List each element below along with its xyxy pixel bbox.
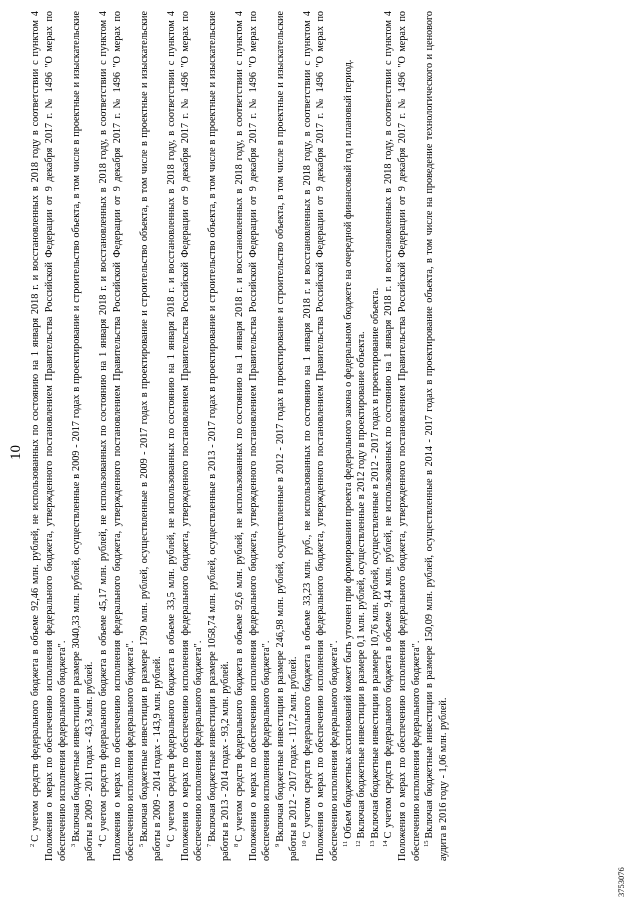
footnote [369,11,383,861]
footnote [342,11,356,861]
footnote-text: Включая бюджетные инвестиции в размере 0,1 млн. рублей, осуществленные в 2012 году в проектирование объекта. [356,331,368,839]
footnote-number: 9 [273,843,281,847]
footnote-text: С учетом средств федерального бюджета в объеме 45,17 млн. рублей, не использованных по состоянию на 1 января 2018 г. и восстановленных в 2018 году, в соответствии с пунктом 4 Положения о мерах по обеспечению исполнения федерального бюджета, утвержденного постановлением Правительства Российской Федерации от 9 декабря 2017 г. № 1496 "О мерах по обеспечению исполнения федерального бюджета". [97,11,137,861]
footnote-number: 5 [137,843,145,847]
footnote-number: 8 [232,843,240,847]
footnote [165,11,206,861]
footnote [423,11,450,861]
footnote-number: 7 [205,843,213,847]
footnote-number: 10 [300,840,308,847]
footnote-number: 3 [69,843,77,847]
page-number: 10 [8,445,24,460]
footnote [355,11,369,861]
footnote-text: Включая бюджетные инвестиции в размере 246,98 млн. рублей, осуществленные в 2012 - 2017 годах в проектирование и строительство объекта, в том числе в проектные и изыскательские работы в 2012 - 2017 годах - 117,2 млн. рублей. [274,11,300,861]
footnote-text: Включая бюджетные инвестиции в размере 3040,33 млн. рублей, осуществленные в 2009 - 2017 годах в проектирование и строительство объекта, в том числе в проектные и изыскательские работы в 2009 - 2011 годах - 43,3 млн. рублей. [70,11,96,861]
footnote [70,11,97,861]
footnote [206,11,233,861]
footnote-text: Включая бюджетные инвестиции в размере 150,09 млн. рублей, осуществленные в 2014 - 2017 годах в проектирование объекта, в том числе на проведение технологического и ценового аудита в 2016 году - 1,06 млн. рублей. [424,11,449,861]
footnote-number: 2 [29,843,36,847]
footnote [138,11,165,861]
footnote [301,11,342,861]
footnote [274,11,301,861]
footnote [29,11,70,861]
footnote-number: 4 [96,843,104,847]
footnote-text: Включая бюджетные инвестиции в размере 1790 млн. рублей, осуществленные в 2009 - 2017 годах в проектирование и строительство объекта, в том числе в проектные и изыскательские работы в 2009 - 2014 годах - 143,9 млн. рублей. [138,11,164,861]
footnote-text: С учетом средств федерального бюджета в объеме 9,44 млн. рублей, не использованных по состоянию на 1 января 2018 г. и восстановленных в 2018 году, в соответствии с пунктом 4 Положения о мерах по обеспечению исполнения федерального бюджета, утвержденного постановлением Правительства Российской Федерации от 9 декабря 2017 г. № 1496 "О мерах по обеспечению исполнения федерального бюджета". [383,11,422,861]
footnote-text: С учетом средств федерального бюджета в объеме 92,46 млн. рублей, не использованных по состоянию на 1 января 2018 г. и восстановленных в 2018 году в соответствии с пунктом 4 Положения о мерах по обеспечению исполнения федерального бюджета, утвержденного постановлением Правительства Российской Федерации от 9 декабря 2017 г. № 1496 "О мерах по обеспечению исполнения федерального бюджета". [30,11,69,861]
footnote [233,11,274,861]
document-code: 3753076 [616,867,626,897]
footnote [382,11,423,861]
footnote-text: Включая бюджетные инвестиции в размере 1058,74 млн. рублей, осуществленные в 2013 - 2017 годах в проектирование и строительство объекта, в том числе в проектные и изыскательские работы в 2013 - 2014 годах - 93,2 млн. рублей. [206,11,232,861]
footnotes-list [29,11,450,861]
footnote-number: 12 [355,840,363,847]
footnote [97,11,138,861]
footnote-number: 13 [368,840,376,847]
footnote-text: С учетом средств федерального бюджета в объеме 33,5 млн. рублей, не использованных по состоянию на 1 января 2018 г. и восстановленных в 2018 году, в соответствии с пунктом 4 Положения о мерах по обеспечению исполнения федерального бюджета, утвержденного постановлением Правительства Российской Федерации от 9 декабря 2017 г. № 1496 "О мерах по обеспечению исполнения федерального бюджета". [165,11,205,861]
footnote-text: Объем бюджетных ассигнований может быть уточнен при формировании проекта федерального закона о федеральном бюджете на очередной финансовый год и плановый период. [342,59,354,839]
footnote-number: 14 [382,840,390,847]
footnote-number: 6 [164,843,172,847]
footnote-number: 15 [423,840,431,847]
footnote-text: С учетом средств федерального бюджета в объеме 33,23 млн. руб., не использованных по состоянию на 1 января 2018 г. и восстановленных в 2018 году, в соответствии с пунктом 4 Положения о мерах по обеспечению исполнения федерального бюджета, утвержденного постановлением Правительства Российской Федерации от 9 декабря 2017 г. № 1496 "О мерах по обеспечению исполнения федерального бюджета". [301,11,341,861]
footnote-text: С учетом средств федерального бюджета в объеме 92,6 млн. рублей, не использованных по состоянию на 1 января 2018 г. и восстановленных в 2018 году, в соответствии с пунктом 4 Положения о мерах по обеспечению исполнения федерального бюджета, утвержденного постановлением Правительства Российской Федерации от 9 декабря 2017 г. № 1496 "О мерах по обеспечению исполнения федерального бюджета". [233,11,273,861]
footnote-text: Включая бюджетные инвестиции в размере 10,76 млн. рублей, осуществленные в 2012 - 2017 годах в проектирование объекта. [369,287,381,839]
footnote-number: 11 [341,840,349,847]
